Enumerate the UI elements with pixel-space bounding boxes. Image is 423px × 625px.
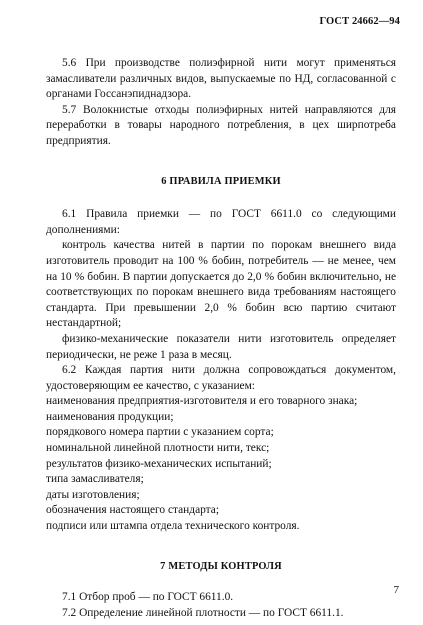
paragraph-5-6: 5.6 При производстве полиэфирной нити могут применяться замасливатели различных видов, выпускаемые по НД, согласованной с органами Госсанэпиднадзора. <box>46 57 396 101</box>
page-number: 7 <box>393 584 399 596</box>
paragraph-6-1-visual-defects: контроль качества нитей в партии по порокам внешнего вида изготовитель проводит на 100 % бобин, потребитель — не менее, чем на 10 % бобин. В партии допускается до 2,0 % бобин включительно, не соответствующих по порокам внешнего вида требованиям настоящего стандарта. При превышении 2,0 % бобин всю партию считают нестандартной; <box>46 239 396 330</box>
paragraph-6-1: 6.1 Правила приемки — по ГОСТ 6611.0 со следующими дополнениями: <box>46 208 396 236</box>
list-item: обозначения настоящего стандарта; <box>46 504 220 517</box>
paragraph-7-1: 7.1 Отбор проб — по ГОСТ 6611.0. <box>62 591 234 604</box>
list-item: наименования продукции; <box>46 410 174 423</box>
list-item: результатов физико-механических испытаний; <box>46 457 272 470</box>
list-item: даты изготовления; <box>46 488 140 501</box>
paragraph-5-7: 5.7 Волокнистые отходы полиэфирных нитей направляются для переработки в товары народного потребления, в цех ширпотреба предприятия. <box>46 103 396 147</box>
list-item: номинальной линейной плотности нити, текс; <box>46 442 270 455</box>
page-content <box>46 56 396 621</box>
paragraph-6-1-physical-mechanical: физико-механические показатели нити изготовитель определяет периодически, не реже 1 раза в месяц. <box>46 332 396 361</box>
list-item: порядкового номера партии с указанием сорта; <box>46 426 274 439</box>
paragraph-6-2: 6.2 Каждая партия нити должна сопровождаться документом, удостоверяющим ее качество, с указанием: <box>46 364 396 392</box>
section-6-title: 6 ПРАВИЛА ПРИЕМКИ <box>161 175 281 187</box>
section-7-title: 7 МЕТОДЫ КОНТРОЛЯ <box>160 560 282 572</box>
paragraph-7-2: 7.2 Определение линейной плотности — по ГОСТ 6611.1. <box>62 606 344 619</box>
list-item: наименования предприятия-изготовителя и его товарного знака; <box>46 395 358 408</box>
list-item: типа замасливателя; <box>46 473 144 486</box>
list-item: подписи или штампа отдела технического контроля. <box>46 520 300 533</box>
document-code-header: ГОСТ 24662—94 <box>319 16 400 27</box>
